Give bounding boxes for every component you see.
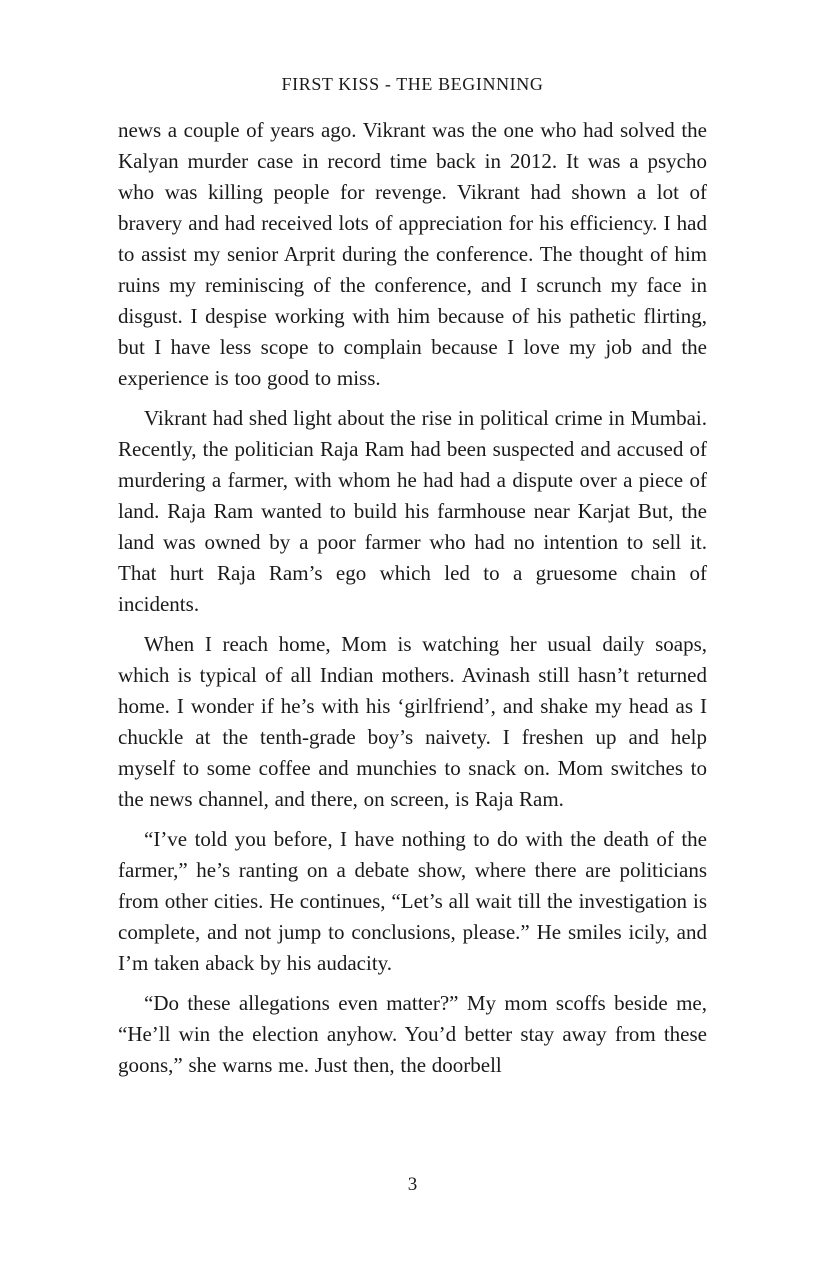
paragraph-5: “Do these allegations even matter?” My mom scoffs beside me, “He’ll win the election anyhow. You’d better stay away from these goons,” she warns me. Just then, the doorbell (118, 991, 707, 1077)
paragraph-3: When I reach home, Mom is watching her usual daily soaps, which is typical of all Indian mothers. Avinash still hasn’t returned home. I wonder if he’s with his ‘girlfriend’, and shake my head as I chuckle at the tenth-grade boy’s naivety. I freshen up and help myself to some coffee and munchies to snack on. Mom switches to the news channel, and there, on screen, is Raja Ram. (118, 632, 707, 811)
running-header: FIRST KISS - THE BEGINNING (281, 74, 544, 94)
paragraph-1: news a couple of years ago. Vikrant was the one who had solved the Kalyan murder case in record time back in 2012. It was a psycho who was killing people for revenge. Vikrant had shown a lot of bravery and had received lots of appreciation for his efficiency. I had to assist my senior Arprit during the conference. The thought of him ruins my reminiscing of the conference, and I scrunch my face in disgust. I despise working with him because of his pathetic flirting, but I have less scope to complain because I love my job and the experience is too good to miss. (118, 118, 707, 390)
paragraph-4: “I’ve told you before, I have nothing to do with the death of the farmer,” he’s ranting on a debate show, where there are politicians from other cities. He continues, “Let’s all wait till the investigation is complete, and not jump to conclusions, please.” He smiles icily, and I’m taken aback by his audacity. (118, 827, 707, 975)
paragraph-2: Vikrant had shed light about the rise in political crime in Mumbai. Recently, the politician Raja Ram had been suspected and accused of murdering a farmer, with whom he had had a dispute over a piece of land. Raja Ram wanted to build his farmhouse near Karjat But, the land was owned by a poor farmer who had no intention to sell it. That hurt Raja Ram’s ego which led to a gruesome chain of incidents. (118, 406, 707, 616)
body-text (118, 115, 707, 1090)
page-number: 3 (407, 1174, 418, 1195)
